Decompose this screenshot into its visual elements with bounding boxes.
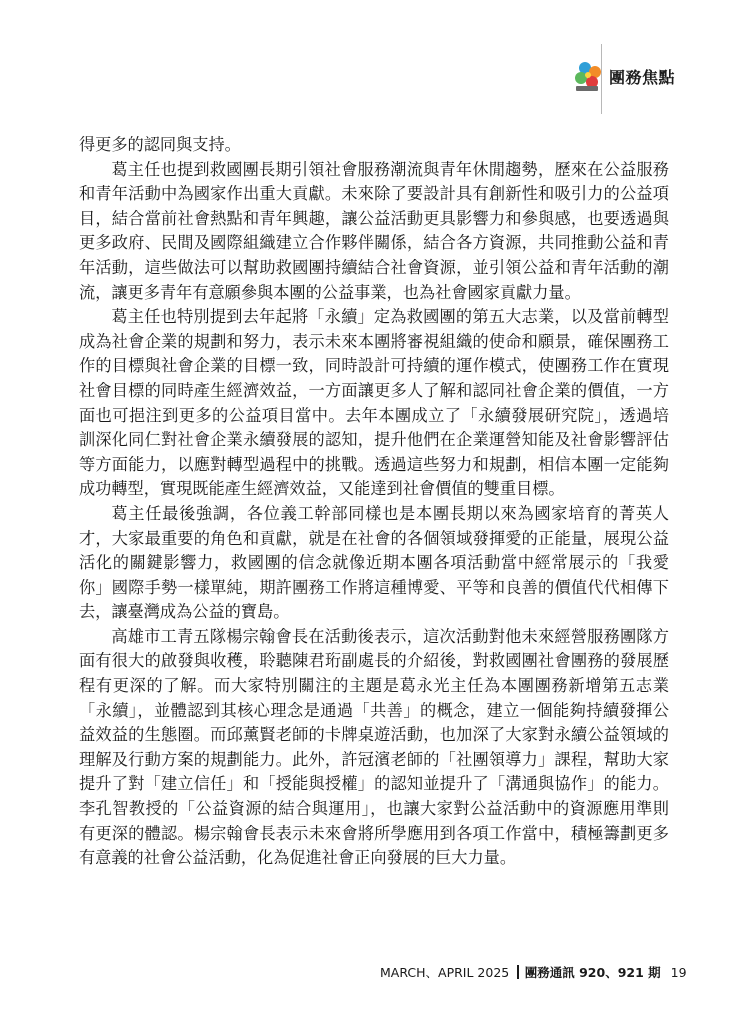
section-title: 團務焦點: [609, 67, 676, 87]
paragraph-public-welfare: 葛主任也提到救國團長期引領社會服務潮流與青年休閒趨勢，歷來在公益服務和青年活動中為國家作出重大貢獻。未來除了要設計具有創新性和吸引力的公益項目，結合當前社會熱點和青年興趣，讓公益活動更具影響力和參與感，也要透過與更多政府、民間及國際組織建立合作夥伴關係，結合各方資源，共同推動公益和青年活動，這些做法可以幫助救國團持續結合社會資源，並引領公益和青年活動的潮流，讓更多青年有意願參與本團的公益事業，也為社會國家貢獻力量。: [79, 159, 669, 302]
page-number: 19: [670, 964, 687, 980]
article-body: [79, 133, 669, 871]
paragraph-volunteer-role: 葛主任最後強調，各位義工幹部同樣也是本團長期以來為國家培育的菁英人才，大家最重要的角色和貢獻，就是在社會的各個領域發揮愛的正能量，展現公益活化的關鍵影響力，救國團的信念就像近期本團各項活動當中經常展示的「我愛你」國際手勢一樣單純，期許團務工作將這種博愛、平等和良善的價值代代相傳下去，讓臺灣成為公益的寶島。: [79, 503, 669, 622]
footer-date: MARCH、APRIL 2025: [380, 965, 510, 980]
page-footer: [380, 963, 687, 981]
paragraph-sustainability: 葛主任也特別提到去年起將「永續」定為救國團的第五大志業，以及當前轉型成為社會企業的規劃和努力，表示未來本團將審視組織的使命和願景，確保團務工作的目標與社會企業的目標一致，同時設計可持續的運作模式，使團務工作在實現社會目標的同時產生經濟效益，一方面讓更多人了解和認同社會企業的價值，一方面也可挹注到更多的公益項目當中。去年本團成立了「永續發展研究院」，透過培訓深化同仁對社會企業永續發展的認知，提升他們在企業運營知能及社會影響評估等方面能力，以應對轉型過程中的挑戰。透過這些努力和規劃，相信本團一定能夠成功轉型，實現既能產生經濟效益，又能達到社會價值的雙重目標。: [79, 307, 669, 499]
paragraph-continuation: 得更多的認同與支持。: [79, 135, 241, 154]
section-header: [572, 58, 675, 94]
colorful-cluster-icon: [572, 59, 606, 93]
paragraph-kaohsiung-feedback: 高雄市工青五隊楊宗翰會長在活動後表示，這次活動對他未來經營服務團隊方面有很大的啟發與收穫，聆聽陳君珩副處長的介紹後，對救國團社會團務的發展歷程有更深的了解。而大家特別關注的主題是葛永光主任為本團團務新增第五志業「永續」，並體認到其核心理念是通過「共善」的概念，建立一個能夠持續發揮公益效益的生態圈。而邱薰賢老師的卡牌桌遊活動，也加深了大家對永續公益領域的理解及行動方案的規劃能力。此外，許冠濱老師的「社團領導力」課程，幫助大家提升了對「建立信任」和「授能與授權」的認知並提升了「溝通與協作」的能力。李孔智教授的「公益資源的結合與運用」，也讓大家對公益活動中的資源應用準則有更深的體認。楊宗翰會長表示未來會將所學應用到各項工作當中，積極籌劃更多有意義的社會公益活動，化為促進社會正向發展的巨大力量。: [79, 626, 669, 868]
footer-issue: 團務通訊 920、921 期: [524, 965, 661, 980]
footer-separator: [517, 965, 519, 979]
